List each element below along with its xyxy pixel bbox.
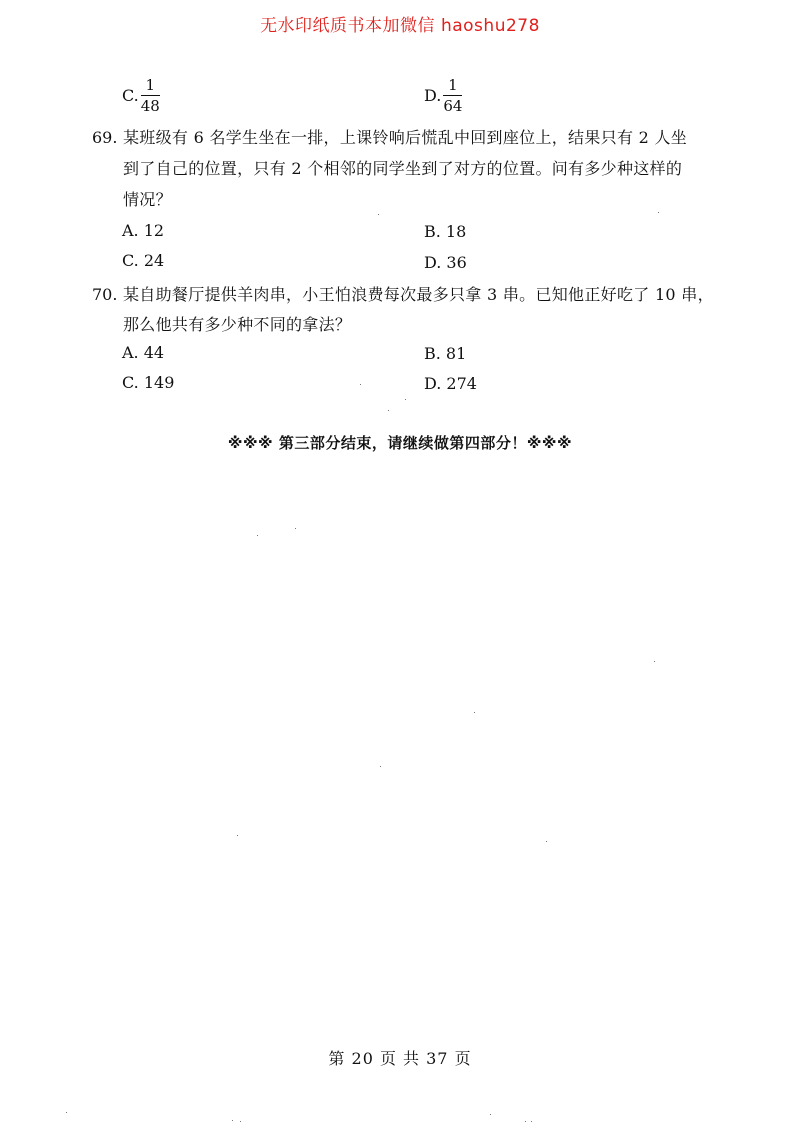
question-70-option-a[interactable]: A. 44 — [122, 343, 165, 362]
question-70-option-b[interactable]: B. 81 — [424, 344, 467, 363]
question-70-line-1: 某自助餐厅提供羊肉串，小王怕浪费每次最多只拿 3 串。已知他正好吃了 10 串， — [123, 285, 714, 304]
scan-speck — [531, 1121, 532, 1122]
watermark-text: 无水印纸质书本加微信 haoshu278 — [260, 16, 540, 36]
question-70-number: 70. — [92, 285, 118, 304]
prev-option-c[interactable] — [122, 76, 160, 115]
question-69-option-d[interactable]: D. 36 — [424, 253, 467, 272]
scan-speck — [378, 214, 379, 215]
scan-speck — [490, 1114, 491, 1115]
scan-speck — [405, 399, 406, 400]
fraction — [443, 76, 462, 115]
scan-speck — [360, 384, 361, 385]
fraction-denominator: 64 — [443, 97, 463, 115]
scan-speck — [546, 841, 547, 842]
question-70-option-d[interactable]: D. 274 — [424, 374, 477, 393]
section-end-notice: ※※※ 第三部分结束，请继续做第四部分！※※※ — [227, 434, 573, 452]
question-70-option-c[interactable]: C. 149 — [122, 373, 175, 392]
fraction-denominator: 48 — [140, 97, 160, 115]
scan-speck — [380, 766, 381, 767]
question-70-line-2: 那么他共有多少种不同的拿法？ — [123, 315, 352, 334]
scan-speck — [66, 1112, 67, 1113]
question-69-line-3: 情况？ — [123, 190, 172, 209]
question-69-option-c[interactable]: C. 24 — [122, 251, 165, 270]
option-label: D. — [424, 86, 442, 105]
question-69-line-2: 到了自己的位置，只有 2 个相邻的同学坐到了对方的位置。问有多少种这样的 — [123, 159, 683, 178]
prev-option-d[interactable] — [424, 76, 462, 115]
scan-speck — [525, 1121, 526, 1122]
question-69-option-b[interactable]: B. 18 — [424, 222, 467, 241]
scan-speck — [240, 1121, 241, 1122]
scan-speck — [658, 212, 659, 213]
question-69-option-a[interactable]: A. 12 — [122, 221, 165, 240]
scan-speck — [388, 410, 389, 411]
question-69-line-1: 某班级有 6 名学生坐在一排，上课铃响后慌乱中回到座位上，结果只有 2 人坐 — [123, 128, 688, 147]
scan-speck — [654, 661, 655, 662]
scan-speck — [232, 1120, 233, 1121]
scan-speck — [295, 528, 296, 529]
option-label: C. — [122, 86, 139, 105]
fraction — [141, 76, 160, 115]
fraction-numerator: 1 — [448, 76, 458, 94]
page-number-footer: 第 20 页 共 37 页 — [328, 1049, 472, 1068]
fraction-numerator: 1 — [145, 76, 156, 94]
scan-speck — [257, 535, 258, 536]
scan-speck — [237, 835, 238, 836]
scan-speck — [474, 712, 475, 713]
question-69-number: 69. — [92, 128, 118, 147]
